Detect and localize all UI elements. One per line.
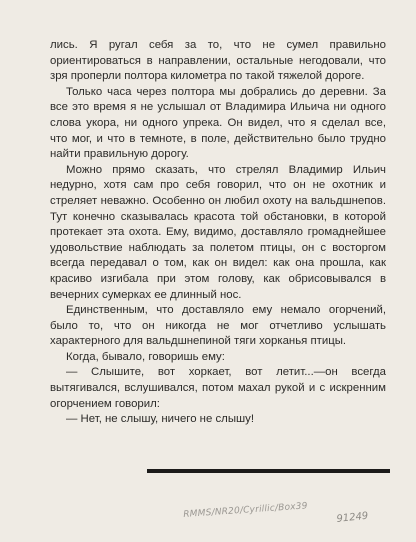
paragraph: — Слышите, вот хоркает, вот летит...—он всегда вытягивался, вслушивался, потом махал рукой и с искренним огорчением говорил: bbox=[50, 366, 386, 410]
paragraph: Когда, бывало, говоришь ему: bbox=[66, 350, 225, 363]
paragraph: Только часа через полтора мы добрались до деревни. За все это время я не услышал от Владимира Ильича ни одного слова укора, ни одного упрека. Он видел, что я сделал все, что мог, и что в темноте, в поле, действительно было трудно найти правильную дорогу. bbox=[50, 85, 386, 161]
paragraph: — Нет, не слышу, ничего не слышу! bbox=[66, 413, 255, 426]
archive-stamp: RMMS/NR20/Cyrillic/Box39 bbox=[183, 501, 308, 520]
paragraph: лись. Я ругал себя за то, что не сумел правильно ориентироваться в направлении, остальные негодовали, что зря проперли полтора километра по такой тяжелой дороге. bbox=[50, 39, 386, 83]
paragraph: Можно прямо сказать, что стрелял Владимир Ильич недурно, хотя сам про себя говорил, что он не охотник и стреляет неважно. Особенно он любил охоту на вальдшнепов. Тут конечно сказывалась красота той обстановки, в которой протекает эта охота. Ему, видимо, доставляло громаднейшее удовольствие наблюдать за полетом птицы, он с восторгом всегда передавал о том, как он видел: как она прошла, как красиво изгибала при этом голову, как обрисовывался в вечерних сумерках ее длинный нос. bbox=[50, 163, 386, 301]
archive-number: 91249 bbox=[336, 510, 369, 525]
body-text bbox=[50, 38, 386, 428]
section-divider-rule bbox=[147, 469, 390, 473]
paragraph: Единственным, что доставляло ему немало огорчений, было то, что он никогда не мог отчетливо услышать характерного для вальдшнепиной тяги хорканья птицы. bbox=[50, 304, 386, 348]
